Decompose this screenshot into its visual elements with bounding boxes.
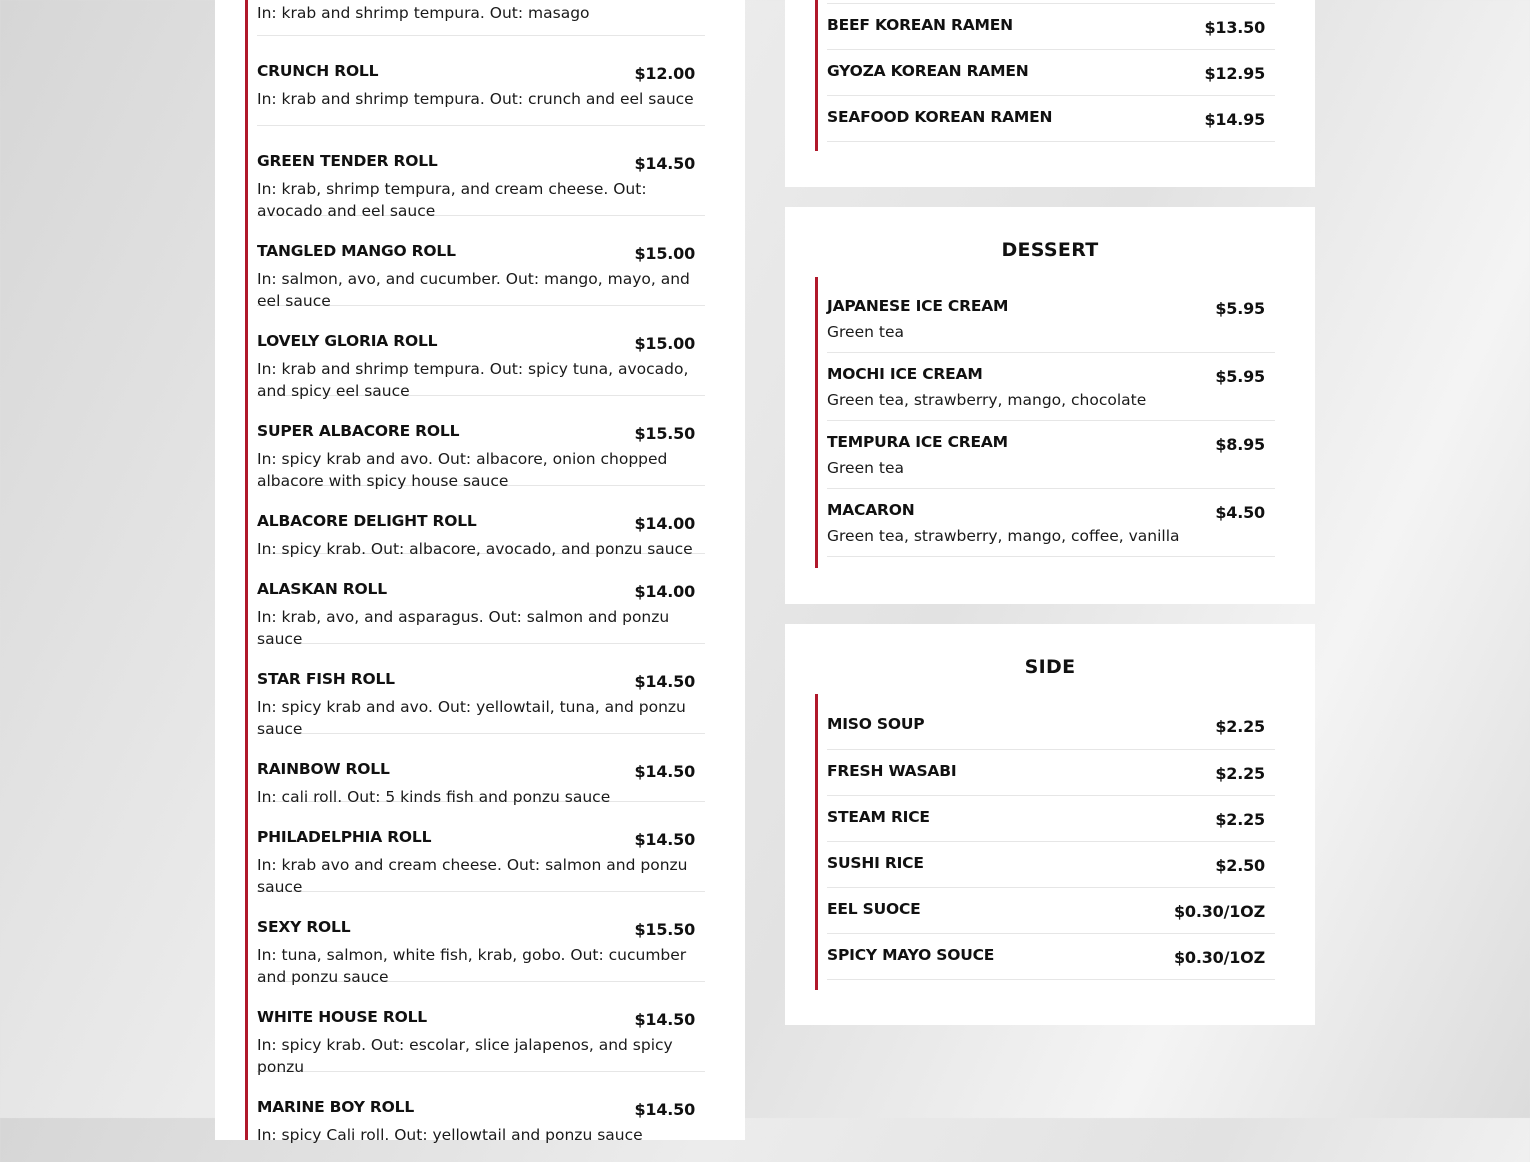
item-name: SEAFOOD KOREAN RAMEN — [827, 108, 1053, 126]
item-name: TANGLED MANGO ROLL — [257, 242, 456, 260]
item-description: In: krab and shrimp tempura. Out: crunch and eel sauce — [257, 90, 694, 108]
item-name: RAINBOW ROLL — [257, 760, 390, 778]
item-price: $13.50 — [1204, 18, 1265, 37]
item-price: $15.50 — [634, 424, 695, 443]
item-description: Green tea — [827, 459, 904, 477]
menu-item — [827, 50, 1275, 96]
menu-item — [257, 734, 705, 806]
item-name: MOCHI ICE CREAM — [827, 365, 983, 383]
accent-rail — [815, 277, 818, 568]
item-description: In: krab and shrimp tempura. Out: masago — [257, 4, 590, 22]
item-name: MARINE BOY ROLL — [257, 1098, 415, 1116]
ramen-list — [827, 0, 1275, 142]
item-description: In: spicy krab. Out: escolar, slice jalapenos, and spicy ponzu — [257, 1036, 673, 1076]
item-name: ALBACORE DELIGHT ROLL — [257, 512, 477, 530]
ramen-menu-card — [785, 0, 1315, 187]
dessert-list — [827, 285, 1275, 557]
section-title: DESSERT — [1001, 239, 1099, 261]
menu-item — [827, 934, 1275, 980]
item-name: SUPER ALBACORE ROLL — [257, 422, 460, 440]
item-price: $14.50 — [634, 1010, 695, 1029]
menu-item — [827, 285, 1275, 353]
menu-item — [257, 1072, 705, 1162]
item-price: $12.95 — [1204, 64, 1265, 83]
item-name: MACARON — [827, 501, 915, 519]
menu-item — [257, 892, 705, 986]
item-price: $14.50 — [634, 830, 695, 849]
rolls-menu-card — [215, 0, 745, 1144]
menu-item — [257, 486, 705, 558]
dessert-menu-card — [785, 207, 1315, 604]
menu-item — [257, 802, 705, 896]
menu-item — [827, 796, 1275, 842]
item-price: $14.50 — [634, 1100, 695, 1119]
menu-item — [257, 554, 705, 648]
accent-rail — [815, 694, 818, 990]
item-name: LOVELY GLORIA ROLL — [257, 332, 438, 350]
item-name: SEXY ROLL — [257, 918, 351, 936]
item-name: JAPANESE ICE CREAM — [827, 297, 1009, 315]
item-price: $8.95 — [1215, 435, 1265, 454]
menu-item — [827, 96, 1275, 142]
item-description: In: krab, avo, and asparagus. Out: salmon and ponzu sauce — [257, 608, 670, 648]
item-name: TEMPURA ICE CREAM — [827, 433, 1008, 451]
menu-item — [257, 0, 705, 36]
item-price: $4.50 — [1215, 503, 1265, 522]
item-name: MISO SOUP — [827, 715, 925, 733]
menu-item — [257, 36, 705, 126]
item-price: $15.50 — [634, 920, 695, 939]
item-price: $15.00 — [634, 244, 695, 263]
menu-item — [827, 711, 1275, 750]
side-menu-card — [785, 624, 1315, 1025]
item-name: EEL SUOCE — [827, 900, 921, 918]
item-description: In: spicy krab and avo. Out: albacore, onion chopped albacore with spicy house sauce — [257, 450, 668, 490]
accent-rail — [815, 0, 818, 151]
item-name: ALASKAN ROLL — [257, 580, 387, 598]
rolls-list — [257, 0, 705, 1162]
menu-item — [257, 306, 705, 400]
item-description: Green tea, strawberry, mango, chocolate — [827, 391, 1147, 409]
item-description: In: spicy krab. Out: albacore, avocado, and ponzu sauce — [257, 540, 693, 558]
item-price: $5.95 — [1215, 299, 1265, 318]
item-price: $0.30/1OZ — [1174, 902, 1265, 921]
item-price: $14.00 — [634, 514, 695, 533]
side-list — [827, 711, 1275, 980]
item-name: CRUNCH ROLL — [257, 62, 379, 80]
item-name: SPICY MAYO SOUCE — [827, 946, 995, 964]
item-name: GYOZA KOREAN RAMEN — [827, 62, 1029, 80]
item-name: WHITE HOUSE ROLL — [257, 1008, 427, 1026]
item-price: $2.25 — [1215, 810, 1265, 829]
menu-item — [827, 842, 1275, 888]
item-price: $2.25 — [1215, 717, 1265, 736]
item-description: In: cali roll. Out: 5 kinds fish and ponzu sauce — [257, 788, 611, 806]
menu-item — [827, 421, 1275, 489]
item-name: GREEN TENDER ROLL — [257, 152, 438, 170]
item-description: In: tuna, salmon, white fish, krab, gobo. Out: cucumber and ponzu sauce — [257, 946, 687, 986]
menu-item — [827, 750, 1275, 796]
item-price: $2.25 — [1215, 764, 1265, 783]
item-description: In: krab avo and cream cheese. Out: salmon and ponzu sauce — [257, 856, 688, 896]
item-price: $14.50 — [634, 762, 695, 781]
item-price: $0.30/1OZ — [1174, 948, 1265, 967]
item-name: STAR FISH ROLL — [257, 670, 395, 688]
menu-item — [257, 396, 705, 490]
accent-rail — [245, 0, 248, 1140]
item-description: Green tea, strawberry, mango, coffee, vanilla — [827, 527, 1180, 545]
item-description: In: spicy krab and avo. Out: yellowtail, tuna, and ponzu sauce — [257, 698, 686, 738]
item-description: In: spicy Cali roll. Out: yellowtail and ponzu sauce — [257, 1126, 643, 1144]
menu-item — [257, 982, 705, 1076]
item-description: In: salmon, avo, and cucumber. Out: mango, mayo, and eel sauce — [257, 270, 690, 310]
item-price: $2.50 — [1215, 856, 1265, 875]
item-description: Green tea — [827, 323, 904, 341]
item-description: In: krab and shrimp tempura. Out: spicy tuna, avocado, and spicy eel sauce — [257, 360, 689, 400]
item-price: $15.00 — [634, 334, 695, 353]
item-price: $14.00 — [634, 582, 695, 601]
item-price: $5.95 — [1215, 367, 1265, 386]
menu-item — [827, 489, 1275, 557]
menu-item — [827, 888, 1275, 934]
item-name: PHILADELPHIA ROLL — [257, 828, 432, 846]
item-price: $14.50 — [634, 154, 695, 173]
item-name: FRESH WASABI — [827, 762, 957, 780]
menu-item — [257, 126, 705, 220]
item-price: $14.95 — [1204, 110, 1265, 129]
menu-item — [257, 216, 705, 310]
menu-item — [827, 353, 1275, 421]
item-description: In: krab, shrimp tempura, and cream cheese. Out: avocado and eel sauce — [257, 180, 647, 220]
section-title: SIDE — [1024, 656, 1076, 678]
menu-item — [827, 4, 1275, 50]
menu-item — [257, 644, 705, 738]
item-price: $12.00 — [634, 64, 695, 83]
item-name: SUSHI RICE — [827, 854, 924, 872]
item-name: BEEF KOREAN RAMEN — [827, 16, 1013, 34]
item-price: $14.50 — [634, 672, 695, 691]
item-name: STEAM RICE — [827, 808, 930, 826]
